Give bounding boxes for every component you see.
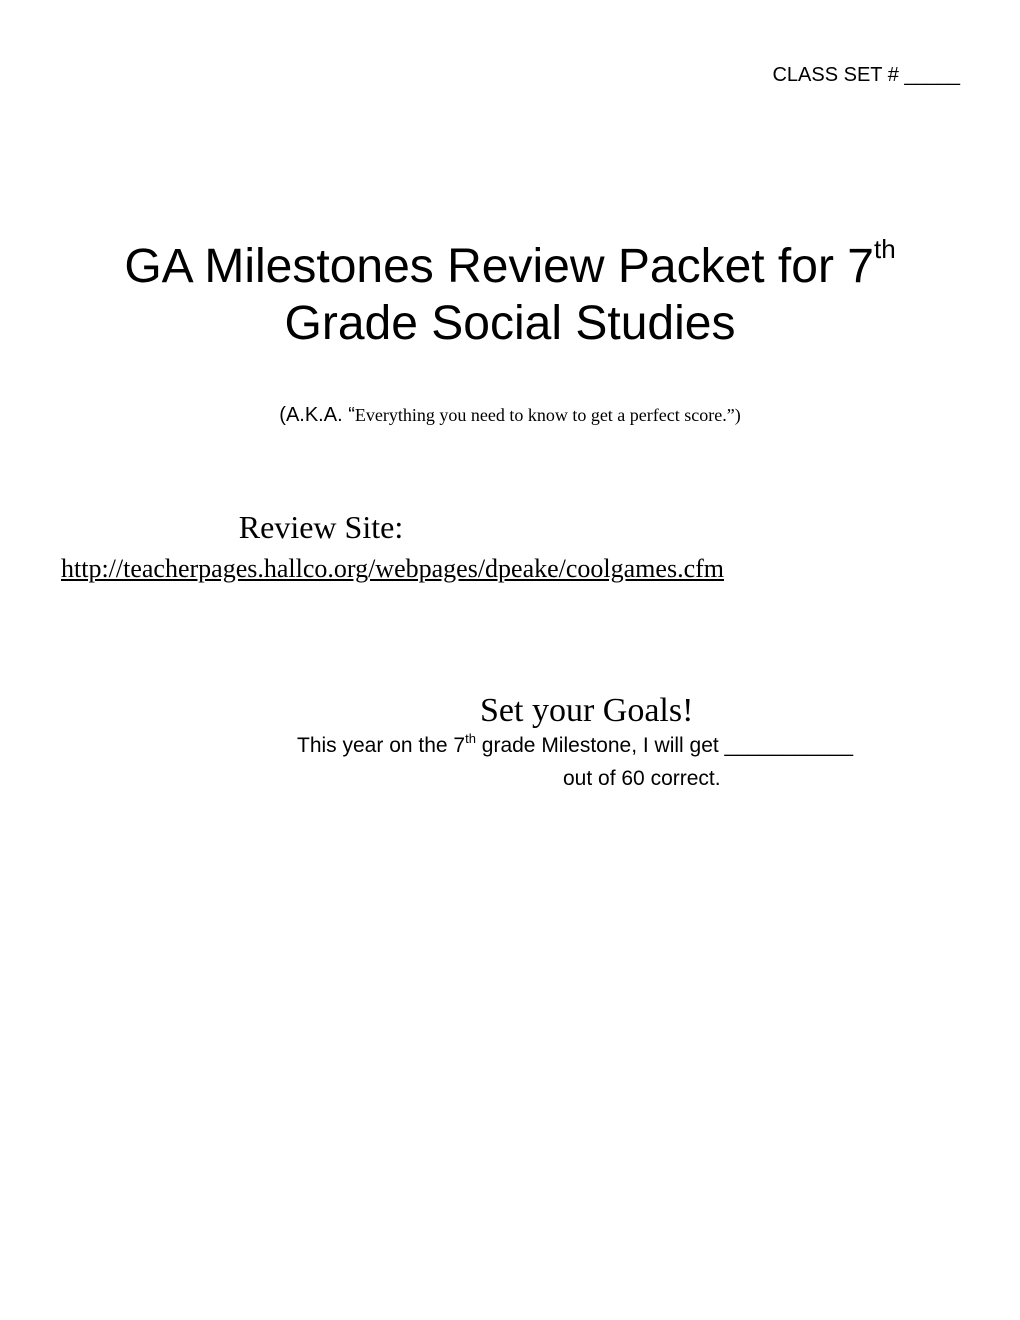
title-line1-superscript: th — [873, 234, 896, 264]
goal-statement-superscript: th — [465, 731, 476, 746]
goal-statement-start: This year on the 7 — [297, 734, 466, 757]
title-line1 — [124, 234, 896, 293]
goal-statement-continued: out of 60 correct. — [563, 767, 721, 790]
aka-subtitle — [0, 404, 1020, 427]
aka-prefix: (A.K.A. “ — [279, 404, 355, 426]
goals-heading: Set your Goals! — [480, 692, 694, 729]
review-site-link[interactable]: http://teacherpages.hallco.org/webpages/dpeake/coolgames.cfm — [61, 554, 724, 583]
title-line1-text: GA Milestones Review Packet for 7 — [124, 240, 874, 293]
class-set-label: CLASS SET # _____ — [772, 64, 960, 86]
aka-quote: Everything you need to know to get a perfect score.”) — [354, 405, 741, 425]
goal-statement-end: grade Milestone, I will get ___________ — [475, 734, 854, 757]
title-line2: Grade Social Studies — [284, 297, 736, 350]
page-title — [0, 234, 1020, 352]
review-site-label: Review Site: — [238, 509, 404, 545]
goal-statement — [297, 731, 854, 758]
